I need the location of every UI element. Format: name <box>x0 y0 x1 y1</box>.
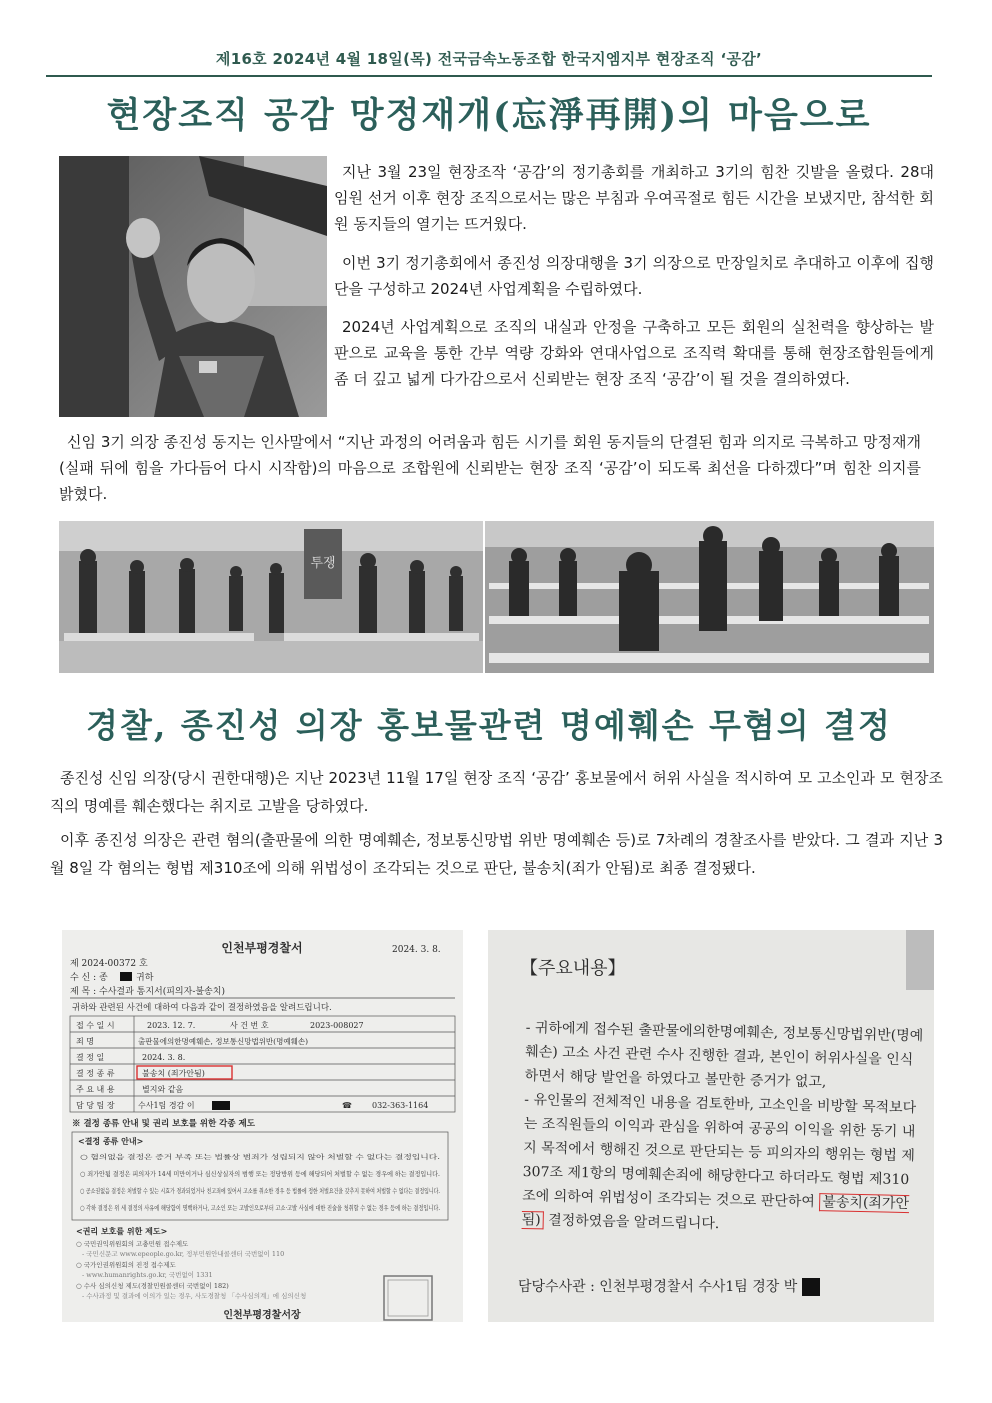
doc-left-row-label: 담 당 팀 장 <box>76 1101 115 1110</box>
doc-left-date: 2024. 3. 8. <box>392 945 441 955</box>
doc-left-rights-item: - www.humanrights.go.kr, 국번없이 1331 <box>82 1271 213 1279</box>
doc-left-row-value: 별지와 같음 <box>142 1085 184 1094</box>
article2-paragraph-1: 종진성 신임 의장(당시 권한대행)은 지난 2023년 11월 17일 현장 조직 ‘공감’ 홍보물에서 허위 사실을 적시하여 모 고소인과 모 현장조직의 명예를 훼손했다는 취지로 고발을 당하였다. <box>50 769 943 815</box>
masthead: 제16호 2024년 4월 18일(목) 전국금속노동조합 한국지엠지부 현장조직 ‘공감’ <box>215 50 763 68</box>
doc-left-rights-title: <권리 보호를 위한 제도> <box>76 1226 168 1236</box>
doc-left-row-label: 접 수 일 시 <box>76 1021 115 1030</box>
investigation-summary-document-photo <box>488 930 934 1322</box>
doc-left-row-value: 출판물에의한명예훼손, 정보통신망법위반(명예훼손) <box>138 1037 309 1046</box>
doc-right-body <box>521 1016 923 1240</box>
article1-paragraph-2: 이번 3기 정기총회에서 종진성 의장대행을 3기 의장으로 만장일치로 추대하고 이후에 집행단을 구성하고 2024년 사업계획을 수립하였다. <box>334 254 934 298</box>
chairman-portrait-photo <box>59 156 327 417</box>
doc-left-row-value: 수사1팀 경감 이 <box>138 1101 195 1110</box>
doc-left-rights-item: - 수사과정 및 결과에 이의가 있는 경우, 사도경찰청 「수사심의계」에 심의신청 <box>82 1292 307 1300</box>
doc-right-heading: 【주요내용】 <box>520 958 626 979</box>
doc-left-row-value: 2024. 3. 8. <box>142 1053 186 1062</box>
doc-left-row-value2: 2023-008027 <box>310 1021 364 1030</box>
doc-left-footer: 인천부평경찰서장 <box>223 1310 301 1321</box>
doc-right-body-text: - 귀하에게 접수된 출판물에의한명예훼손, 정보통신망법위반(명예훼손) 고소 사건 관련 수사 진행한 결과, 본인이 허위사실을 인식하면서 해당 발언을 하였다고 볼만한 증거가 없고, - 유인물의 전체적인 내용을 검토한바, 고소인을 비방할 목적보다는 조직원들의 이익과 관심을 위하여 공공의 이익을 위한 동기 내지 목적에서 행해진 것으로 판단되는 등 피의자의 행위는 형법 제307조 제1항의 명예훼손죄에 해당한다고 하더라도 형법 제310조에 의하여 위법성이 조각되는 것으로 판단하여 <box>522 1019 924 1211</box>
doc-left-row-label2: ☎ <box>342 1101 352 1110</box>
article1-paragraph-4: 신임 3기 의장 종진성 동지는 인사말에서 “지난 과정의 어려움과 힘든 시기를 회원 동지들의 단결된 힘과 의지로 극복하고 망정재개(실패 뒤에 힘을 가다듬어 다시 시작함)의 마음으로 조합원에 신뢰받는 현장 조직 ‘공감’이 되도록 최선을 다하겠다”며 힘찬 의지를 밝혔다. <box>59 433 921 503</box>
doc-left-row-value2: 032-363-1164 <box>372 1101 429 1110</box>
doc-left-rights-item: ○ 수사 심의신청 제도(경찰민원콜센터 국번없이 182) <box>76 1282 229 1290</box>
doc-left-guide-item: ○ 죄가안됨 결정은 피의자가 14세 미만이거나 심신상실자의 범행 또는 정당방위 등에 해당되어 처벌할 수 없는 경우에 하는 결정입니다. <box>80 1170 464 1178</box>
doc-left-recipient: 수 신 : 종 <box>70 973 108 983</box>
doc-left-notice-title: ※ 결정 종류 안내 및 권리 보호를 위한 각종 제도 <box>72 1119 255 1129</box>
article1-paragraph-3: 2024년 사업계획으로 조직의 내실과 안정을 구축하고 모든 회원의 실천력을 향상하는 발판으로 교육을 통한 간부 역량 강화와 연대사업으로 조직력 확대를 통해 현장조합원들에게 좀 더 깊고 넓게 다가감으로서 신뢰받는 현장 조직 ‘공감’이 될 것을 결의하였다. <box>334 318 934 388</box>
doc-right-tail: 결정하였음을 알려드립니다. <box>543 1212 720 1233</box>
doc-right-highlight: 불송치(죄가안됨) <box>521 1194 910 1229</box>
doc-left-recipient-suffix: 귀하 <box>136 973 154 983</box>
doc-left-guide-item: ○ 혐의없음 결정은 증거 부족 또는 법률상 범죄가 성립되지 않아 처벌할 수 없다는 결정입니다. <box>80 1153 347 1161</box>
general-assembly-photo <box>59 521 934 673</box>
doc-left-guide-item: ○ 공소권없음 결정은 처벌할 수 있는 시효가 경과되었거나 친고죄에 있어서 고소를 취소한 경우 등 법률에 정한 처벌요건을 갖추지 못하여 처벌할 수 없다는 결정입니다. <box>80 1187 554 1195</box>
doc-right-officer: 담당수사관 : 인천부평경찰서 수사1팀 경장 박 <box>518 1279 798 1295</box>
doc-left-guide-title: <결정 종류 안내> <box>78 1136 144 1146</box>
doc-left-row-label: 죄 명 <box>76 1037 94 1046</box>
doc-left-row-label: 주 요 내 용 <box>76 1085 115 1094</box>
masthead-rule <box>46 75 932 77</box>
doc-left-row-label2: 사 건 번 호 <box>230 1021 269 1030</box>
doc-left-row-label: 결 정 일 <box>76 1053 105 1062</box>
doc-left-row-label: 결 정 종 류 <box>76 1069 115 1078</box>
doc-left-row-value: 불송치 (죄가안됨) <box>142 1069 205 1078</box>
doc-right-officer-line <box>518 1276 918 1296</box>
article2-paragraph-2: 이후 종진성 의장은 관련 혐의(출판물에 의한 명예훼손, 정보통신망법 위반 명예훼손 등)로 7차례의 경찰조사를 받았다. 그 결과 지난 3월 8일 각 혐의는 형법 제310조에 의해 위법성이 조각되는 것으로 판단, 불송치(죄가 안됨)로 최종 결정됐다. <box>50 831 943 877</box>
police-notice-document-photo <box>62 930 554 1322</box>
article1-title: 현장조직 공감 망정재개(忘淨再開)의 마음으로 <box>106 95 872 136</box>
doc-left-subject: 제 목 : 수사결과 통지서(피의자-불송치) <box>70 987 225 997</box>
article2-title: 경찰, 종진성 의장 홍보물관련 명예훼손 무혐의 결정 <box>86 706 892 745</box>
article1-paragraph-1: 지난 3월 23일 현장조작 ‘공감’의 정기총회를 개최하고 3기의 힘찬 깃발을 올렸다. 28대 임원 선거 이후 현장 조직으로서는 많은 부침과 우여곡절로 힘든 시간을 보냈지만, 참석한 회원 동지들의 열기는 뜨거웠다. <box>334 163 934 233</box>
doc-left-rights-item: ○ 국가인권위원회의 진정 접수제도 <box>76 1261 176 1269</box>
doc-left-guide-item: ○ 각하 결정은 위 세 결정의 사유에 해당함이 명백하거나, 고소인 또는 고발인으로부터 고소·고발 사실에 대한 진술을 청취할 수 없는 경우 등에 하는 결정입니다. <box>80 1204 533 1212</box>
doc-left-number: 제 2024-00372 호 <box>70 959 148 969</box>
redaction-block <box>802 1278 820 1296</box>
doc-left-rights-item: - 국민신문고 www.epeople.go.kr, 정부민원안내콜센터 국번없이 110 <box>82 1250 285 1258</box>
doc-left-row-value: 2023. 12. 7. <box>147 1021 196 1030</box>
doc-left-intro: 귀하와 관련된 사건에 대하여 다음과 같이 결정하였음을 알려드립니다. <box>72 1003 332 1013</box>
doc-left-agency: 인천부평경찰서 <box>221 941 303 955</box>
doc-left-rights-item: ○ 국민권익위원회의 고충민원 접수제도 <box>76 1240 189 1248</box>
board-text: 투쟁 <box>310 556 336 571</box>
